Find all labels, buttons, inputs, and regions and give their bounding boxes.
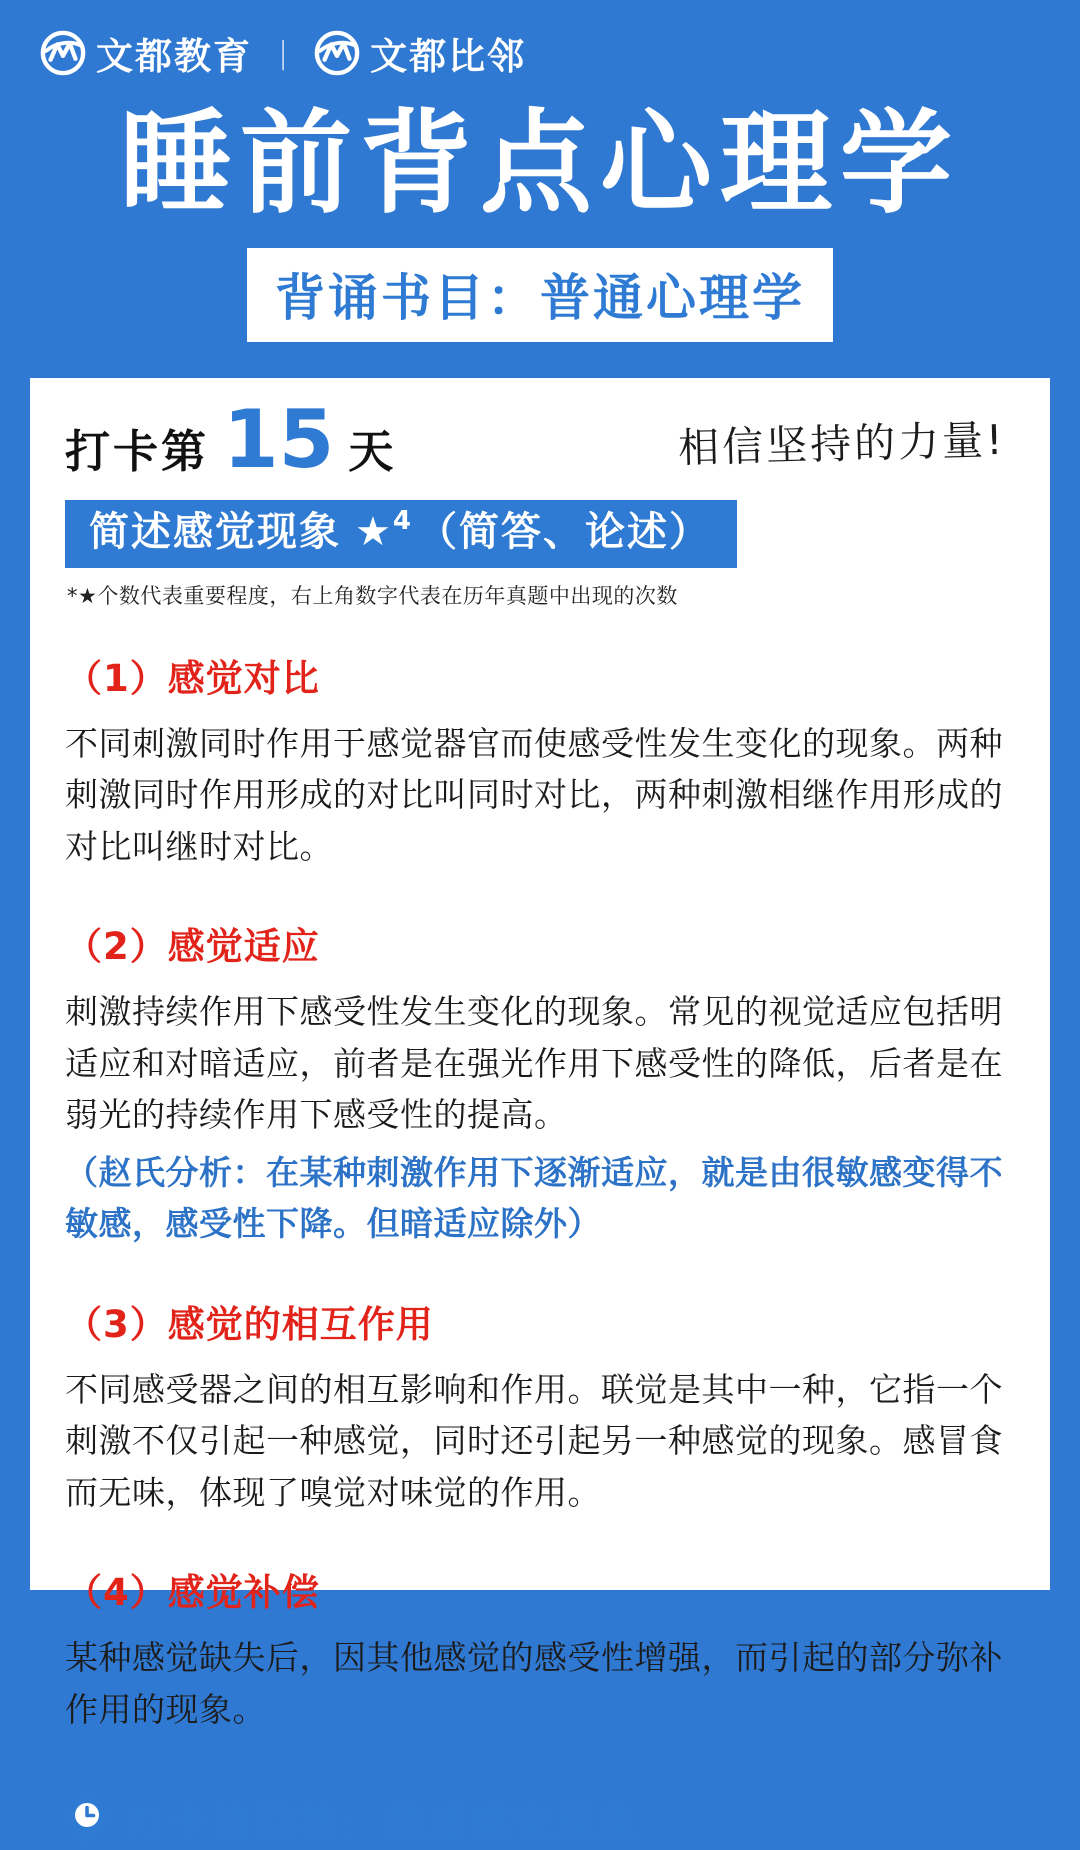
motto-text: 相信坚持的力量!: [677, 415, 1006, 472]
section-3-body: 不同感受器之间的相互影响和作用。联觉是其中一种，它指一个刺激不仅引起一种感觉，同时还引起另一种感觉的现象。感冒食而无味，体现了嗅觉对味觉的作用。: [65, 1369, 1003, 1512]
checkin-suffix: 天: [348, 425, 397, 478]
checkin-row: [65, 393, 1015, 486]
wendu-logo-icon: [40, 30, 86, 76]
booklist-badge-wrap: [0, 248, 1080, 342]
footer-row: [65, 1791, 1015, 1850]
section-1-body: 不同刺激同时作用于感觉器官而使感受性发生变化的现象。两种刺激同时作用形成的对比叫同时对比，两种刺激相继作用形成的对比叫继时对比。: [65, 724, 1003, 866]
topic-title: 简述感觉现象: [89, 509, 341, 555]
section-2: [65, 916, 1015, 1249]
star-footnote: *★个数代表重要程度，右上角数字代表在历年真题中出现的次数: [67, 584, 678, 608]
page-title: 睡前背点心理学: [120, 99, 960, 229]
checkin-day-number: 15: [223, 393, 335, 486]
section-1: [65, 648, 1015, 872]
section-3: [65, 1294, 1015, 1518]
brand-divider: |: [278, 35, 289, 71]
section-2-body: 刺激持续作用下感受性发生变化的现象。常见的视觉适应包括明适应和对暗适应，前者是在强光作用下感受性的降低，后者是在弱光的持续作用下感受性的提高。: [65, 992, 1003, 1135]
checkin-prefix: 打卡第: [65, 425, 210, 478]
section-4-body: 某种感觉缺失后，因其他感觉的感受性增强，而引起的部分弥补作用的现象。: [65, 1638, 1003, 1729]
section-1-heading: （1）感觉对比: [65, 657, 320, 700]
checkin-counter: [65, 393, 397, 486]
star-icon: ★: [355, 509, 393, 555]
brand-bar: [40, 26, 526, 80]
star-count-superscript: 4: [392, 506, 413, 536]
section-2-heading: （2）感觉适应: [65, 925, 320, 969]
footer-question: 打卡请回答：简述感觉现象: [125, 1800, 641, 1849]
section-4-heading: （4）感觉补偿: [65, 1571, 320, 1615]
section-3-heading: （3）感觉的相互作用: [65, 1302, 434, 1346]
wendu-bilin-logo-icon: [314, 30, 360, 76]
wendu-bilin-label: 文都比邻: [370, 35, 527, 78]
wendu-edu-label: 文都教育: [96, 35, 252, 78]
wendu-edu-logo: [40, 26, 252, 80]
section-4: [65, 1562, 1015, 1735]
section-2-analysis-note: （赵氏分析：在某种刺激作用下逐渐适应，就是由很敏感变得不敏感，感受性下降。但暗适应除外）: [65, 1152, 1003, 1244]
topic-question-forms: （简答、论述）: [416, 509, 711, 555]
content-card: [30, 378, 1050, 1849]
topic-banner: [65, 500, 737, 568]
wendu-bilin-logo: [314, 26, 526, 80]
booklist-badge: 背诵书目：普通心理学: [247, 248, 833, 342]
pin-clock-icon: [65, 1794, 109, 1848]
